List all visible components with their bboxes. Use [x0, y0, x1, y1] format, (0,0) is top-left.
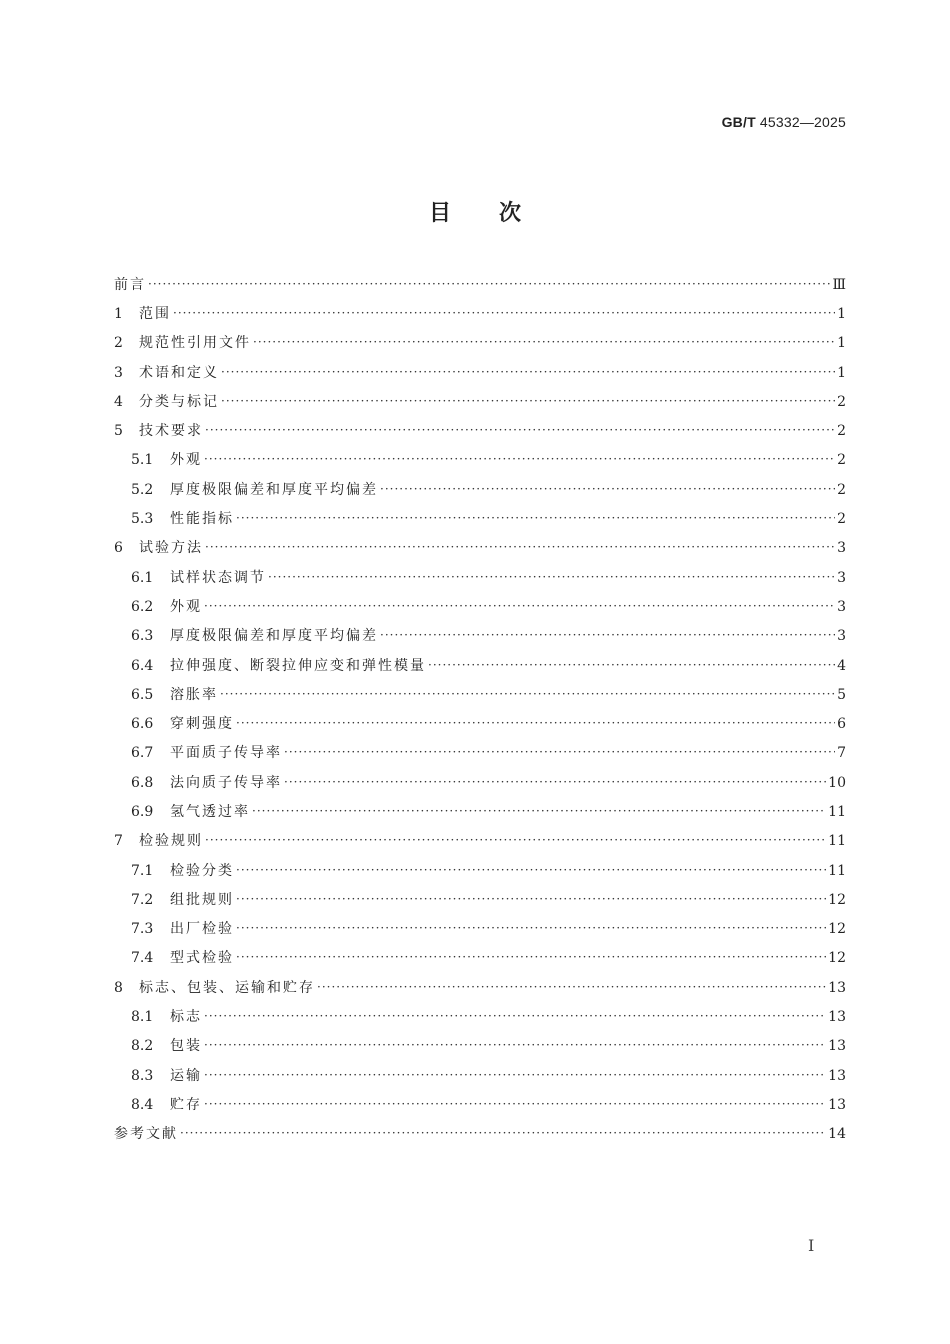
dot-leader	[236, 714, 835, 732]
toc-entry[interactable]	[114, 651, 846, 680]
toc-entry[interactable]	[114, 973, 846, 1002]
dot-leader	[220, 685, 835, 703]
toc-entry-label: 规范性引用文件	[139, 335, 251, 352]
dot-leader	[284, 773, 826, 791]
toc-entry-label: 出厂检验	[170, 921, 234, 938]
dot-leader	[204, 597, 835, 615]
toc-entry-page: 5	[837, 686, 846, 703]
toc-entry-number: 8.3	[131, 1067, 154, 1084]
toc-entry[interactable]	[114, 1061, 846, 1090]
toc-entry-page: 11	[828, 803, 846, 820]
toc-entry-label: 穿刺强度	[170, 716, 234, 733]
toc-entry-page: 3	[837, 569, 846, 586]
toc-entry-page: 10	[828, 774, 846, 791]
dot-leader	[236, 948, 826, 966]
toc-entry-number: 6.5	[131, 686, 154, 703]
dot-leader	[204, 1007, 826, 1025]
toc-entry[interactable]	[114, 416, 846, 445]
toc-entry-label: 外观	[170, 452, 202, 469]
toc-entry-number: 7.2	[131, 891, 154, 908]
toc-entry-page: 13	[828, 1009, 846, 1026]
toc-entry[interactable]	[114, 592, 846, 621]
toc-entry-page: 4	[837, 657, 846, 674]
toc-entry-page: 1	[837, 364, 846, 381]
toc-entry[interactable]	[114, 1032, 846, 1061]
toc-entry-page: 6	[837, 716, 846, 733]
table-of-contents	[114, 270, 846, 1149]
toc-entry[interactable]	[114, 739, 846, 768]
toc-entry-label: 参考文献	[114, 1126, 178, 1143]
toc-entry-number: 6.4	[131, 657, 154, 674]
toc-entry-number: 6.9	[131, 803, 154, 820]
toc-entry[interactable]	[114, 329, 846, 358]
toc-entry-number: 6.8	[131, 774, 154, 791]
dot-leader	[204, 1095, 826, 1113]
toc-entry-label: 前言	[114, 276, 146, 293]
toc-entry-number: 2	[114, 335, 123, 352]
toc-entry-label: 厚度极限偏差和厚度平均偏差	[170, 628, 378, 645]
toc-entry-number: 4	[114, 393, 123, 410]
toc-entry[interactable]	[114, 827, 846, 856]
toc-entry-page: 12	[828, 891, 846, 908]
toc-entry-label: 术语和定义	[139, 364, 219, 381]
dot-leader	[204, 450, 835, 468]
toc-entry-page: 1	[837, 335, 846, 352]
toc-entry-page: 12	[828, 921, 846, 938]
dot-leader	[236, 890, 826, 908]
toc-entry[interactable]	[114, 680, 846, 709]
toc-entry[interactable]	[114, 1002, 846, 1031]
toc-entry-number: 6	[114, 540, 123, 557]
page-number: I	[808, 1236, 815, 1255]
toc-entry-label: 运输	[170, 1067, 202, 1084]
toc-entry[interactable]	[114, 563, 846, 592]
toc-entry-label: 厚度极限偏差和厚度平均偏差	[170, 481, 378, 498]
toc-entry-label: 贮存	[170, 1096, 202, 1113]
toc-entry-label: 溶胀率	[170, 686, 218, 703]
toc-entry[interactable]	[114, 856, 846, 885]
dot-leader	[148, 275, 830, 293]
toc-entry[interactable]	[114, 270, 846, 299]
toc-entry-number: 7.3	[131, 921, 154, 938]
toc-entry-number: 8.1	[131, 1009, 154, 1026]
toc-entry-page: 1	[837, 305, 846, 322]
toc-entry-label: 试验方法	[139, 540, 203, 557]
toc-entry-label: 试样状态调节	[170, 569, 266, 586]
toc-entry-page: 13	[828, 1038, 846, 1055]
toc-entry-number: 6.2	[131, 598, 154, 615]
toc-entry-label: 检验分类	[170, 862, 234, 879]
toc-entry-label: 拉伸强度、断裂拉伸应变和弹性模量	[170, 657, 426, 674]
toc-entry-page: 13	[828, 979, 846, 996]
toc-entry-page: 3	[837, 628, 846, 645]
toc-entry-number: 5.1	[131, 452, 154, 469]
toc-entry[interactable]	[114, 622, 846, 651]
dot-leader	[253, 333, 835, 351]
dot-leader	[221, 363, 835, 381]
toc-entry-page: 3	[837, 540, 846, 557]
toc-entry-label: 型式检验	[170, 950, 234, 967]
toc-entry-number: 7.4	[131, 950, 154, 967]
toc-entry-page: 2	[837, 452, 846, 469]
toc-entry[interactable]	[114, 299, 846, 328]
toc-entry-number: 6.1	[131, 569, 154, 586]
toc-entry-number: 5	[114, 423, 123, 440]
toc-entry[interactable]	[114, 1090, 846, 1119]
toc-entry-page: 7	[837, 745, 846, 762]
toc-entry[interactable]	[114, 1120, 846, 1149]
dot-leader	[317, 978, 826, 996]
dot-leader	[205, 831, 826, 849]
dot-leader	[180, 1124, 826, 1142]
standard-number: 45332—2025	[759, 114, 846, 130]
toc-entry-page: 13	[828, 1096, 846, 1113]
toc-entry[interactable]	[114, 446, 846, 475]
toc-entry[interactable]	[114, 885, 846, 914]
toc-entry-number: 5.3	[131, 511, 154, 528]
toc-entry-label: 组批规则	[170, 891, 234, 908]
toc-entry-page: 2	[837, 423, 846, 440]
dot-leader	[284, 743, 835, 761]
toc-entry-number: 3	[114, 364, 123, 381]
toc-entry-label: 氢气透过率	[170, 803, 250, 820]
toc-entry-number: 7	[114, 833, 123, 850]
toc-entry-page: 11	[828, 833, 846, 850]
toc-entry-page: 14	[828, 1126, 846, 1143]
toc-entry[interactable]	[114, 709, 846, 738]
toc-entry-label: 检验规则	[139, 833, 203, 850]
toc-entry-label: 法向质子传导率	[170, 774, 282, 791]
toc-entry[interactable]	[114, 915, 846, 944]
standard-code	[722, 114, 846, 130]
toc-entry-label: 标志、包装、运输和贮存	[139, 979, 315, 996]
toc-entry-page: 2	[837, 511, 846, 528]
dot-leader	[236, 509, 835, 527]
toc-entry-number: 1	[114, 305, 123, 322]
toc-entry-page: 2	[837, 393, 846, 410]
toc-entry-page: 11	[828, 862, 846, 879]
toc-entry-page: 3	[837, 598, 846, 615]
dot-leader	[221, 392, 835, 410]
dot-leader	[380, 626, 835, 644]
toc-entry-number: 5.2	[131, 481, 154, 498]
toc-entry-label: 标志	[170, 1009, 202, 1026]
toc-entry-label: 性能指标	[170, 511, 234, 528]
toc-entry-number: 8	[114, 979, 123, 996]
page-title: 目次	[428, 201, 569, 226]
toc-entry-page: Ⅲ	[832, 276, 846, 293]
dot-leader	[204, 1066, 826, 1084]
toc-entry-page: 12	[828, 950, 846, 967]
toc-entry-label: 平面质子传导率	[170, 745, 282, 762]
dot-leader	[380, 480, 835, 498]
toc-entry[interactable]	[114, 504, 846, 533]
dot-leader	[428, 656, 835, 674]
dot-leader	[236, 919, 826, 937]
dot-leader	[252, 802, 826, 820]
toc-entry-label: 包装	[170, 1038, 202, 1055]
toc-entry-label: 外观	[170, 598, 202, 615]
toc-entry-page: 13	[828, 1067, 846, 1084]
toc-entry-number: 7.1	[131, 862, 154, 879]
toc-entry-label: 技术要求	[139, 423, 203, 440]
dot-leader	[205, 538, 835, 556]
toc-entry[interactable]	[114, 387, 846, 416]
toc-entry-number: 8.4	[131, 1096, 154, 1113]
toc-entry[interactable]	[114, 475, 846, 504]
toc-entry-number: 6.3	[131, 628, 154, 645]
toc-entry-label: 分类与标记	[139, 393, 219, 410]
standard-prefix: GB/T	[721, 114, 756, 130]
toc-entry-label: 范围	[139, 305, 171, 322]
toc-entry[interactable]	[114, 534, 846, 563]
toc-entry[interactable]	[114, 358, 846, 387]
toc-entry-number: 8.2	[131, 1038, 154, 1055]
dot-leader	[268, 568, 835, 586]
dot-leader	[173, 304, 835, 322]
toc-entry-number: 6.6	[131, 716, 154, 733]
toc-entry[interactable]	[114, 944, 846, 973]
toc-entry[interactable]	[114, 768, 846, 797]
toc-entry-number: 6.7	[131, 745, 154, 762]
dot-leader	[204, 1036, 826, 1054]
dot-leader	[236, 861, 826, 879]
toc-entry[interactable]	[114, 797, 846, 826]
toc-entry-page: 2	[837, 481, 846, 498]
dot-leader	[205, 421, 835, 439]
